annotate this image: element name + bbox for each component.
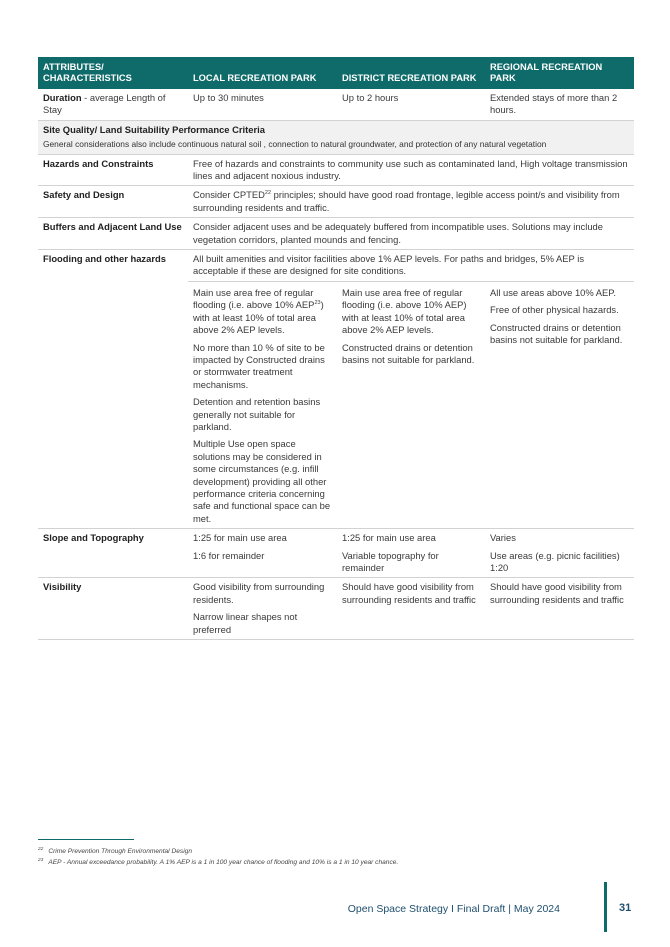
duration-district: Up to 2 hours xyxy=(337,89,485,120)
row-visibility xyxy=(38,578,634,640)
flooding-local-p4: Multiple Use open space solutions may be considered in some circumstances (e.g. infill development) providing all other performance criteria concerning safe and functional space can be met. xyxy=(193,438,331,524)
header-district: DISTRICT RECREATION PARK xyxy=(337,57,485,89)
row-duration xyxy=(38,89,634,120)
header-local: LOCAL RECREATION PARK xyxy=(188,57,337,89)
criteria-table xyxy=(38,57,634,640)
footnote-22 xyxy=(38,848,638,855)
hazards-text: Free of hazards and constraints to community use such as contaminated land, High voltage transmission lines and adjacent noxious industry. xyxy=(188,154,634,186)
visibility-local-p1: Good visibility from surrounding residents. xyxy=(193,581,325,605)
duration-regional: Extended stays of more than 2 hours. xyxy=(485,89,634,120)
slope-regional-p1: Varies xyxy=(490,532,516,544)
flooding-regional-p3: Constructed drains or detention basins not suitable for parkland. xyxy=(490,321,623,346)
slope-regional-p2: Use areas (e.g. picnic facilities) 1:20 xyxy=(490,549,620,573)
visibility-regional: Should have good visibility from surrounding residents and traffic xyxy=(485,578,634,640)
visibility-label: Visibility xyxy=(38,578,188,640)
footer-text: Open Space Strategy I Final Draft | May 2024 xyxy=(347,903,560,915)
flooding-district xyxy=(337,281,485,528)
page-number: 31 xyxy=(619,902,632,914)
flooding-local-p3: Detention and retention basins generally not suitable for parkland. xyxy=(193,396,321,432)
header-regional: REGIONAL RECREATION PARK xyxy=(485,57,634,89)
row-safety xyxy=(38,186,634,218)
duration-label-rest: - average Length of Stay xyxy=(43,92,166,116)
site-quality-title: Site Quality/ Land Suitability Performance Criteria xyxy=(43,123,265,135)
safety-text xyxy=(188,186,634,218)
safety-label: Safety and Design xyxy=(38,186,188,218)
row-flooding xyxy=(38,250,634,282)
flooding-regional xyxy=(485,281,634,528)
footnote-divider xyxy=(38,839,134,840)
row-buffers xyxy=(38,218,634,250)
slope-district-p2: Variable topography for remainder xyxy=(342,549,439,573)
site-quality-note: General considerations also include continuous natural soil , connection to natural groundwater, and protection of any natural vegetation xyxy=(43,139,547,150)
flooding-local-p2: No more than 10 % of site to be impacted by Constructed drains or stormwater treatment mechanisms. xyxy=(193,341,325,390)
slope-local xyxy=(188,529,337,578)
visibility-local-p2: Narrow linear shapes not preferred xyxy=(193,611,298,635)
safety-text-after: principles; should have good road frontage, legible access point/s and visibility from surrounding residents and traffic. xyxy=(193,189,620,213)
flooding-label: Flooding and other hazards xyxy=(38,250,188,529)
criteria-table-wrapper xyxy=(38,57,634,640)
flooding-regional-p1: All use areas above 10% AEP. xyxy=(490,286,616,298)
duration-label-bold: Duration xyxy=(43,92,82,103)
slope-local-p1: 1:25 for main use area xyxy=(193,532,287,544)
flooding-regional-p2: Free of other physical hazards. xyxy=(490,304,619,316)
footnotes xyxy=(38,839,638,870)
slope-regional xyxy=(485,529,634,578)
flooding-local-p1-after: ) with at least 10% of total area above 2% AEP levels. xyxy=(193,299,324,336)
slope-label: Slope and Topography xyxy=(38,529,188,578)
row-slope xyxy=(38,529,634,578)
flooding-local-p1 xyxy=(193,287,331,337)
flooding-local xyxy=(188,281,337,528)
footnote-22-text: Crime Prevention Through Environmental Design xyxy=(48,848,193,855)
footnote-23-text: AEP - Annual exceedance probability. A 1% AEP is a 1 in 100 year chance of flooding and 10% is a 1 in 10 year chance. xyxy=(48,859,399,866)
safety-text-before: Consider CPTED xyxy=(193,189,265,201)
footnote-23-number: 23 xyxy=(38,857,44,863)
flooding-district-p2: Constructed drains or detention basins not suitable for parkland. xyxy=(342,341,475,365)
slope-district xyxy=(337,529,485,578)
slope-district-p1: 1:25 for main use area xyxy=(342,532,436,544)
row-hazards xyxy=(38,154,634,186)
buffers-text: Consider adjacent uses and be adequately buffered from incompatible uses. Solutions may include vegetation corridors, planted mounds and fencing. xyxy=(188,218,634,250)
header-attributes: ATTRIBUTES/ CHARACTERISTICS xyxy=(38,57,188,89)
site-quality-cell xyxy=(38,120,634,154)
buffers-label: Buffers and Adjacent Land Use xyxy=(38,218,188,250)
footnote-ref-22: 22 xyxy=(264,190,272,197)
footnote-23 xyxy=(38,859,638,866)
table-header-row xyxy=(38,57,634,89)
footer-divider xyxy=(604,882,607,932)
flooding-district-p1: Main use area free of regular flooding (i.e. above 10% AEP) with at least 10% of total area above 2% AEP levels. xyxy=(342,286,467,336)
row-site-quality xyxy=(38,120,634,154)
flooding-text: All built amenities and visitor facilities above 1% AEP levels. For paths and bridges, 5% AEP is acceptable if these are designed for site conditions. xyxy=(188,250,634,282)
visibility-district: Should have good visibility from surrounding residents and traffic xyxy=(337,578,485,640)
duration-local: Up to 30 minutes xyxy=(188,89,337,120)
visibility-local xyxy=(188,578,337,640)
flooding-local-p1-before: Main use area free of regular flooding (i.e. above 10% AEP xyxy=(193,286,315,311)
footnote-22-number: 22 xyxy=(38,846,44,852)
footnote-ref-23: 23 xyxy=(314,300,321,307)
slope-local-p2: 1:6 for remainder xyxy=(193,549,265,561)
duration-label xyxy=(38,89,188,120)
hazards-label: Hazards and Constraints xyxy=(38,154,188,186)
